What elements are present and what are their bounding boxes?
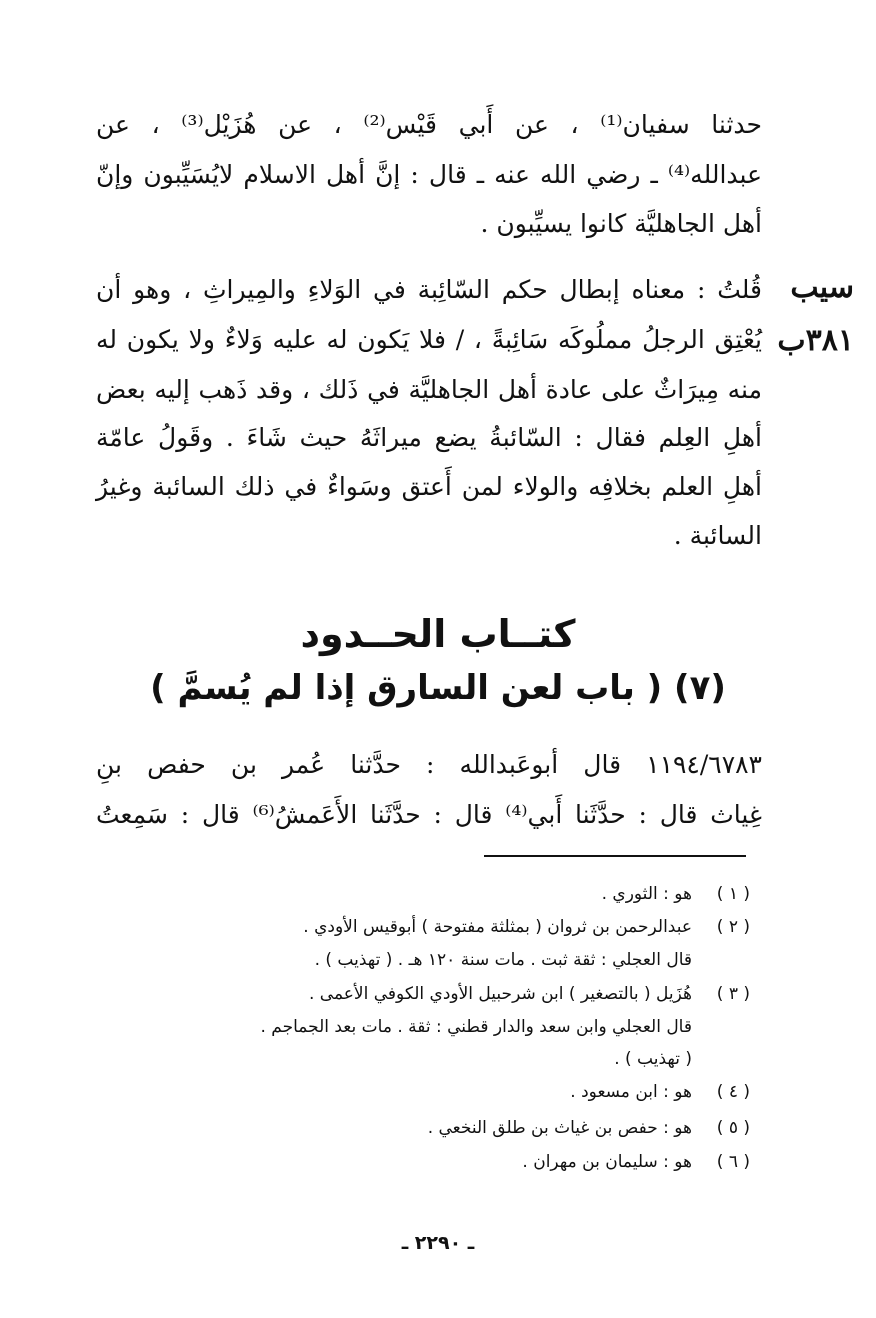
footnote-text: هُزَيل ( بالتصغير ) ابن شرحبيل الأودي الكوفي الأعمى . (308, 984, 692, 1004)
paragraph-2-line: يُعْتِق الرجلُ مملُوكَه سَائِبةً ، / فلا يَكون له عليه وَلاءٌ ولا يكون له (96, 325, 762, 354)
paragraph-1-line: أهل الجاهليَّة كانوا يسيِّبون . (480, 209, 762, 238)
footnote-number: ( ٥ ) (716, 1118, 750, 1138)
paragraph-2-line: أهلِ العِلم فقال : السّائبةُ يضع ميراثَهُ حيث شَاءَ . وقَولُ عامّة (96, 423, 762, 452)
footnote-text: هو : سليمان بن مهران . (522, 1152, 692, 1172)
footnote-text: هو : الثوري . (601, 884, 692, 904)
hadith-line: ١١٩٤/٦٧٨٣ قال أبوعَبدالله : حدَّثنا عُمر بن حفص بنِ (96, 750, 762, 779)
paragraph-2-line: منه مِيرَاثٌ على عادة أهل الجاهليَّة في ذَلك ، وقد ذَهب إليه بعض (96, 375, 762, 404)
hadith-line: غِياث قال : حدَّثَنا أَبي⁽⁴⁾ قال : حدَّثَنا الأَعَمشُ⁽⁶⁾ قال : سَمِعتُ (96, 800, 762, 829)
margin-note: سيب (790, 270, 854, 305)
footnote-number: ( ٢ ) (716, 917, 750, 937)
footnote-3-cont: قال العجلي وابن سعد والدار قطني : ثقة . مات بعد الجماجم . (260, 1017, 692, 1037)
margin-note: ٣٨١ب (777, 323, 854, 358)
book-title: كتــاب الحــدود (300, 612, 576, 656)
footnote-4 (110, 1082, 750, 1102)
footnote-text: هو : حفص بن غياث بن طلق النخعي . (427, 1118, 692, 1138)
footnote-number: ( ٤ ) (716, 1082, 750, 1102)
footnote-3-cont: ( تهذيب ) . (614, 1049, 692, 1069)
footnote-2 (110, 917, 750, 937)
footnote-1 (110, 884, 750, 904)
paragraph-1-line: عبدالله⁽⁴⁾ ـ رضي الله عنه ـ قال : إنَّ أهل الاسلام لايُسَيِّبون وإنّ (96, 160, 762, 189)
footnote-separator (484, 855, 746, 857)
footnote-number: ( ٦ ) (716, 1152, 750, 1172)
footnote-5 (110, 1118, 750, 1138)
paragraph-2-line: قُلتُ : معناه إبطال حكم السّائِبة في الوَلاءِ والمِيراثِ ، وهو أن (96, 275, 762, 304)
footnote-6 (110, 1152, 750, 1172)
paragraph-2-line: أهلِ العلم بخلافِه والولاء لمن أَعتق وسَواءٌ في ذلك السائبة وغيرُ (96, 472, 762, 501)
paragraph-2-line: السائبة . (673, 521, 762, 550)
footnote-text: عبدالرحمن بن ثروان ( بمثلثة مفتوحة ) أبوقيس الأودي . (303, 917, 692, 937)
page-number: ـ ٢٢٩٠ ـ (401, 1232, 475, 1254)
footnote-number: ( ٣ ) (716, 984, 750, 1004)
paragraph-1-line: حدثنا سفيان⁽¹⁾ ، عن أَبي قَيْس⁽²⁾ ، عن هُزَيْل⁽³⁾ ، عن (96, 110, 762, 139)
footnote-number: ( ١ ) (716, 884, 750, 904)
chapter-title: (٧) ( باب لعن السارق إذا لم يُسمَّ ) (150, 668, 726, 708)
footnote-2-cont: قال العجلي : ثقة ثبت . مات سنة ١٢٠ هـ . ( تهذيب ) . (314, 950, 692, 970)
footnote-3 (110, 984, 750, 1004)
footnote-text: هو : ابن مسعود . (570, 1082, 692, 1102)
